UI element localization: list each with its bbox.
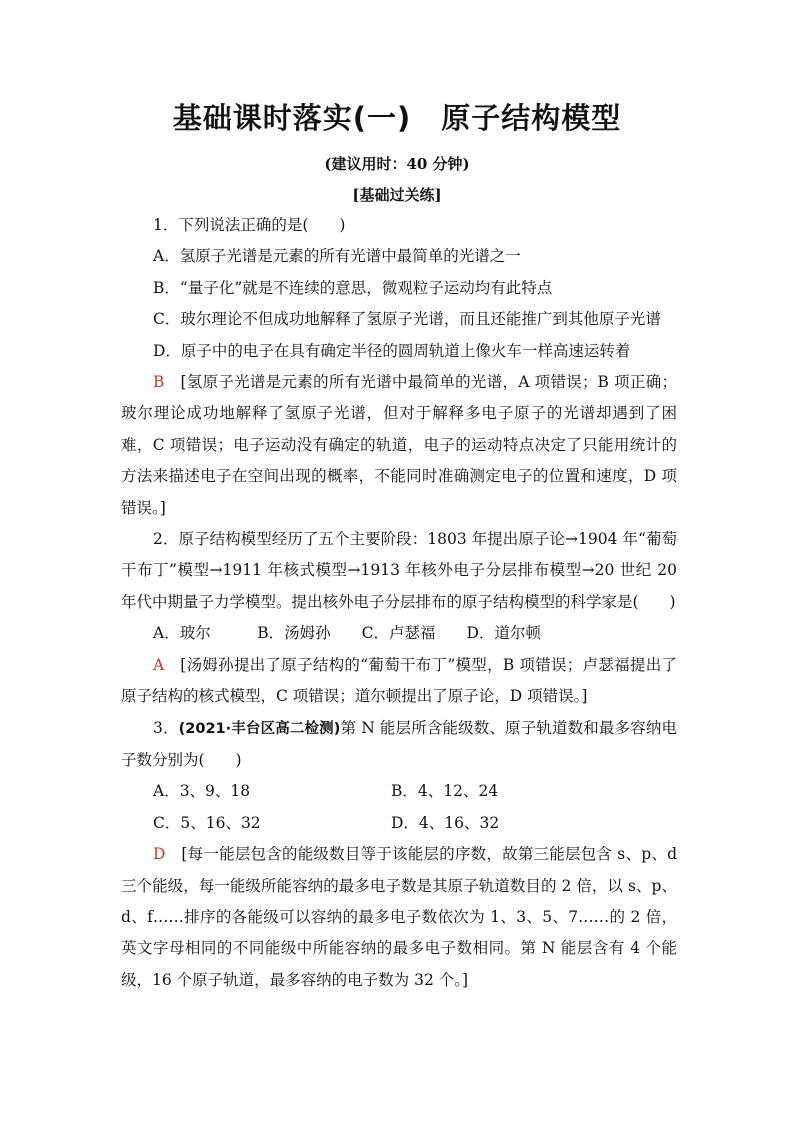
question-list <box>121 210 677 996</box>
question-3-stem <box>121 713 677 777</box>
question-2-option-c: C．卢瑟福 <box>361 624 436 643</box>
question-3-options-row-2 <box>121 808 677 839</box>
time-note: (建议用时：40 分钟) <box>324 155 470 173</box>
question-1-stem: 1．下列说法正确的是( ) <box>153 216 346 234</box>
question-2-option-d: D．道尔顿 <box>466 624 541 643</box>
question-3-source: (2021·丰台区高二检测) <box>178 720 341 737</box>
question-1-option-b: B．“量子化”就是不连续的意思，微观粒子运动均有此特点 <box>153 278 553 297</box>
question-3-option-b: B．4、12、24 <box>391 782 499 801</box>
question-1-answer: B <box>153 373 165 392</box>
question-2-answer: A <box>153 655 165 674</box>
question-3-explanation: [每一能层包含的能级数目等于该能层的序数，故第三能层包含 s、p、d 三个能级，每一能级所能容纳的最多电子数是其原子轨道数目的 2 倍，以 s、p、d、f……排序的各能级可以容纳的最多电子数依次为 1、3、5、7……的 2 倍，英文字母相同的不同能级中所能容纳的最多电子数相同。第 N 能层含有 4 个能级，16 个原子轨道，最多容纳的电子数为 32 个。] <box>121 845 677 989</box>
question-1-option-d: D．原子中的电子在具有确定半径的圆周轨道上像火车一样高速运转着 <box>153 341 631 360</box>
question-2-stem: 2．原子结构模型经历了五个主要阶段：1803 年提出原子论→1904 年“葡萄干布丁”模型→1911 年核式模型→1913 年核外电子分层排布模型→20 世纪 20 年代中期量子力学模型。提出核外电子分层排布的原子结构模型的科学家是( ) <box>121 530 677 611</box>
question-3-solution <box>121 839 677 996</box>
question-1-explanation: [氢原子光谱是元素的所有光谱中最简单的光谱，A 项错误；B 项正确；玻尔理论成功地解释了氢原子光谱，但对于解释多电子原子的光谱却遇到了困难，C 项错误；电子运动没有确定的轨道，电子的运动特点决定了只能用统计的方法来描述电子在空间出现的概率，不能同时准确测定电子的位置和速度，D 项错误。] <box>121 373 677 517</box>
page-title: 基础课时落实(一) 原子结构模型 <box>172 101 622 135</box>
question-2-explanation: [汤姆孙提出了原子结构的“葡萄干布丁”模型，B 项错误；卢瑟福提出了原子结构的核式模型，C 项错误；道尔顿提出了原子论，D 项错误。] <box>121 655 677 706</box>
question-2-solution <box>121 650 677 713</box>
question-2-options <box>121 618 677 649</box>
question-3-option-c: C．5、16、32 <box>153 813 261 832</box>
question-3-number: 3． <box>153 718 179 737</box>
question-3-answer: D <box>153 845 166 864</box>
question-1-option-a: A．氢原子光谱是元素的所有光谱中最简单的光谱之一 <box>153 247 521 266</box>
question-2-option-a: A．玻尔 <box>153 624 211 643</box>
question-1-option-c: C．玻尔理论不但成功地解释了氢原子光谱，而且还能推广到其他原子光谱 <box>153 310 661 329</box>
question-3-option-a: A．3、9、18 <box>153 782 251 801</box>
question-3-stem-text: 第 N 能层所含能级数、原子轨道数和最多容纳电子数分别为( ) <box>121 718 677 769</box>
question-2-option-b: B．汤姆孙 <box>257 624 331 643</box>
question-3-options-row-1 <box>121 776 677 807</box>
question-3-option-d: D．4、16、32 <box>391 813 500 832</box>
section-heading: [基础过关练] <box>352 186 442 204</box>
question-1-solution <box>121 367 677 524</box>
